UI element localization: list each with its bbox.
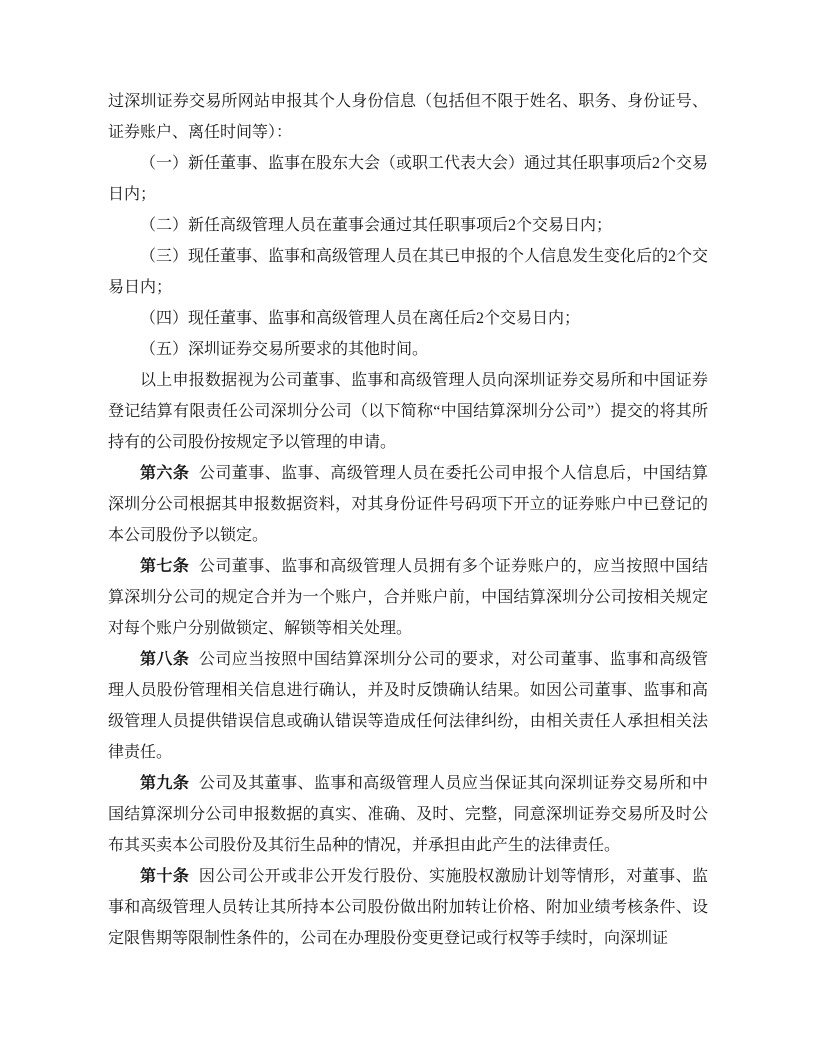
paragraph-text: 公司董事、监事和高级管理人员拥有多个证券账户的，应当按照中国结算深圳分公司的规定合并为一个账户，合并账户前，中国结算深圳分公司按相关规定对每个账户分别做锁定、解锁等相关处理。 xyxy=(108,558,708,637)
article-number: 第十条 xyxy=(140,868,190,885)
paragraph-10 xyxy=(108,644,708,768)
paragraph-1 xyxy=(108,86,708,148)
paragraph-6 xyxy=(108,334,708,365)
paragraph-5 xyxy=(108,303,708,334)
paragraph-text: 以上申报数据视为公司董事、监事和高级管理人员向深圳证券交易所和中国证券登记结算有限责任公司深圳分公司（以下简称“中国结算深圳分公司”）提交的将其所持有的公司股份按规定予以管理的申请。 xyxy=(108,372,708,451)
paragraph-text: 因公司公开或非公开发行股份、实施股权激励计划等情形，对董事、监事和高级管理人员转让其所持本公司股份做出附加转让价格、附加业绩考核条件、设定限售期等限制性条件的，公司在办理股份变更登记或行权等手续时，向深圳证 xyxy=(108,868,708,947)
paragraph-text: 公司应当按照中国结算深圳分公司的要求，对公司董事、监事和高级管理人员股份管理相关信息进行确认，并及时反馈确认结果。如因公司董事、监事和高级管理人员提供错误信息或确认错误等造成任何法律纠纷，由相关责任人承担相关法律责任。 xyxy=(108,651,708,761)
paragraph-11 xyxy=(108,768,708,861)
paragraph-text: （二）新任高级管理人员在董事会通过其任职事项后2个交易日内； xyxy=(140,217,613,234)
paragraph-4 xyxy=(108,241,708,303)
article-number: 第六条 xyxy=(140,465,190,482)
paragraph-9 xyxy=(108,551,708,644)
paragraph-text: （一）新任董事、监事在股东大会（或职工代表大会）通过其任职事项后2个交易日内； xyxy=(108,155,709,203)
document-body xyxy=(108,86,708,954)
paragraph-text: 过深圳证券交易所网站申报其个人身份信息（包括但不限于姓名、职务、身份证号、证券账户、离任时间等）： xyxy=(108,93,708,141)
paragraph-text: （四）现任董事、监事和高级管理人员在离任后2个交易日内； xyxy=(140,310,581,327)
article-number: 第九条 xyxy=(140,775,190,792)
paragraph-8 xyxy=(108,458,708,551)
paragraph-12 xyxy=(108,861,708,954)
paragraph-text: 公司董事、监事、高级管理人员在委托公司申报个人信息后，中国结算深圳分公司根据其申报数据资料，对其身份证件号码项下开立的证券账户中已登记的本公司股份予以锁定。 xyxy=(108,465,708,544)
paragraph-3 xyxy=(108,210,708,241)
article-number: 第七条 xyxy=(140,558,190,575)
paragraph-2 xyxy=(108,148,708,210)
paragraph-text: 公司及其董事、监事和高级管理人员应当保证其向深圳证券交易所和中国结算深圳分公司申报数据的真实、准确、及时、完整，同意深圳证券交易所及时公布其买卖本公司股份及其衍生品种的情况，并承担由此产生的法律责任。 xyxy=(108,775,708,854)
article-number: 第八条 xyxy=(140,651,190,668)
paragraph-text: （五）深圳证券交易所要求的其他时间。 xyxy=(140,341,429,358)
paragraph-7 xyxy=(108,365,708,458)
paragraph-text: （三）现任董事、监事和高级管理人员在其已申报的个人信息发生变化后的2个交易日内； xyxy=(108,248,709,296)
